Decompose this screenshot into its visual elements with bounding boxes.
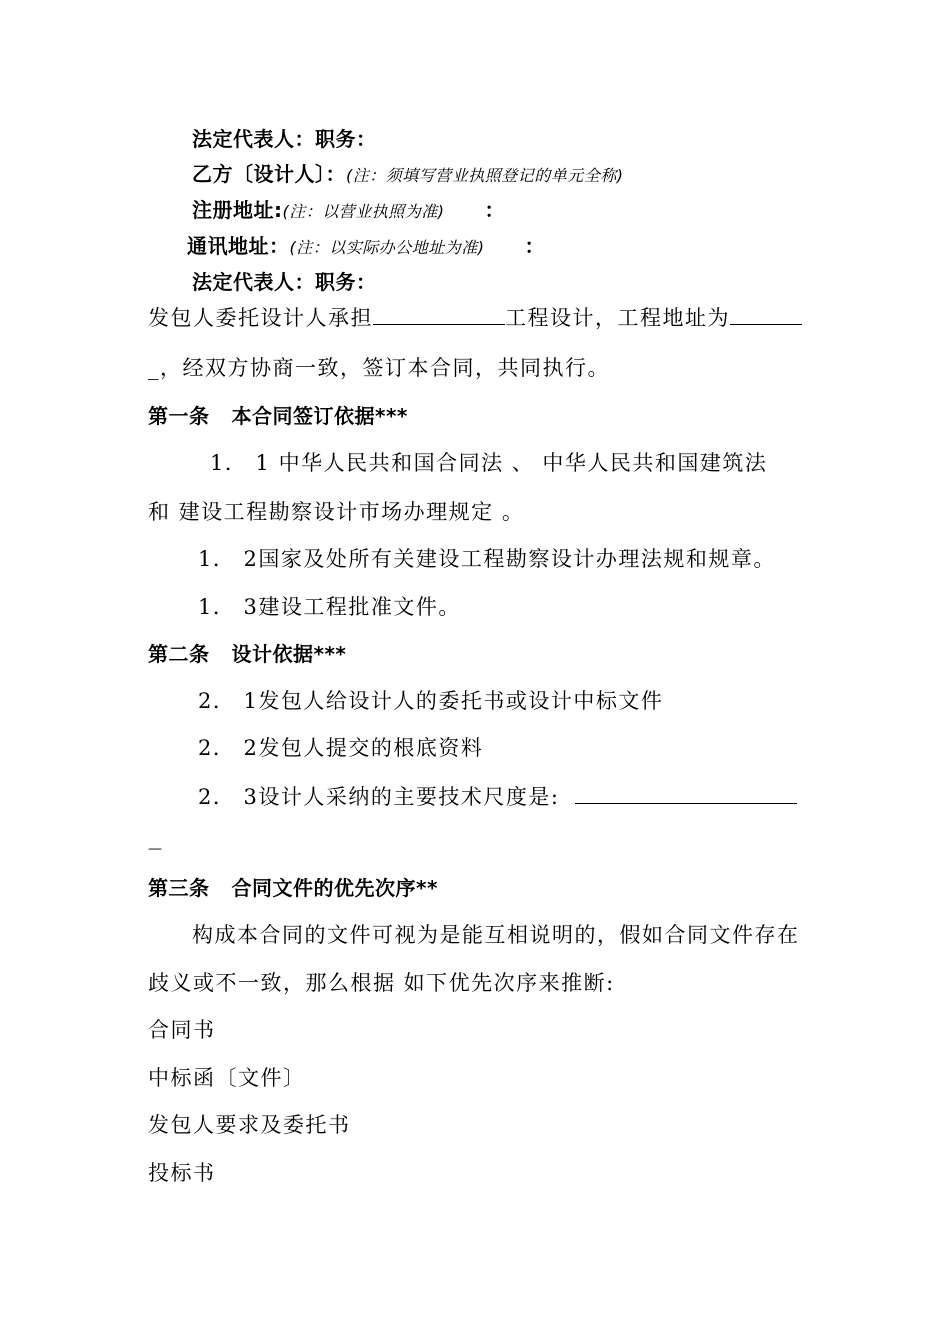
article-1-title: 本合同签订依据*** bbox=[231, 404, 408, 428]
article-2-item-3: 2． 3设计人采纳的主要技术尺度是: bbox=[198, 785, 560, 809]
article-1-item-1-line-1: 1． 1 中华人民共和国合同法 、 中华人民共和国建筑法 bbox=[210, 451, 768, 475]
technical-standard-blank[interactable] bbox=[575, 785, 797, 804]
list-item: 合同书 bbox=[148, 1018, 216, 1042]
preamble-line-1 bbox=[148, 305, 802, 331]
article-2-heading bbox=[148, 641, 346, 667]
project-name-blank[interactable] bbox=[373, 306, 505, 325]
legal-rep-line-1: 法定代表人：职务： bbox=[192, 127, 377, 151]
preamble-part-1: 发包人委托设计人承担 bbox=[148, 306, 373, 330]
comm-address-note: (注：以实际办公地址为准) bbox=[289, 238, 485, 257]
article-1-item-3: 1． 3建设工程批准文件。 bbox=[198, 595, 461, 619]
article-3-title: 合同文件的优先次序** bbox=[231, 876, 438, 900]
article-1-heading bbox=[148, 403, 408, 429]
article-1-number: 第一条 bbox=[148, 404, 210, 428]
list-item: 中标函〔文件〕 bbox=[148, 1066, 306, 1090]
legal-rep-line-2: 法定代表人：职务： bbox=[192, 270, 377, 294]
article-2-item-1: 2． 1发包人给设计人的委托书或设计中标文件 bbox=[198, 689, 664, 713]
reg-address-label: 注册地址: bbox=[192, 198, 283, 222]
article-3-paragraph-line-1: 构成本合同的文件可视为是能互相说明的，假如合同文件存在 bbox=[192, 923, 800, 947]
reg-address-note: (注：以营业执照为准) bbox=[282, 202, 445, 221]
article-3-heading bbox=[148, 875, 438, 901]
comm-address-label: 通讯地址： bbox=[187, 234, 290, 258]
article-1-item-1-line-2: 和 建设工程勘察设计市场办理规定 。 bbox=[148, 500, 525, 524]
reg-address-colon: ： bbox=[484, 198, 505, 222]
comm-address-colon: ： bbox=[524, 234, 545, 258]
article-2-item-3-continuation: — bbox=[148, 841, 162, 857]
article-3-number: 第三条 bbox=[148, 876, 210, 900]
project-address-blank[interactable] bbox=[730, 306, 802, 325]
article-2-number: 第二条 bbox=[148, 642, 210, 666]
list-item: 发包人要求及委托书 bbox=[148, 1113, 351, 1137]
article-2-item-3-line bbox=[198, 784, 797, 810]
reg-address-line bbox=[192, 197, 505, 225]
list-item: 投标书 bbox=[148, 1161, 216, 1185]
comm-address-line bbox=[187, 233, 545, 261]
party-b-label: 乙方〔设计人〕： bbox=[192, 162, 346, 186]
party-b-line bbox=[192, 161, 624, 189]
article-3-paragraph-line-2: 歧义或不一致，那么根据 如下优先次序来推断: bbox=[148, 971, 615, 995]
article-2-title: 设计依据*** bbox=[231, 642, 347, 666]
preamble-line-2: _，经双方协商一致，签订本合同，共同执行。 bbox=[148, 356, 610, 380]
preamble-part-2: 工程设计，工程地址为 bbox=[505, 306, 730, 330]
party-b-note: (注：须填写营业执照登记的单元全称) bbox=[346, 166, 624, 185]
article-2-item-2: 2． 2发包人提交的根底资料 bbox=[198, 736, 484, 760]
article-1-item-2: 1． 2国家及处所有关建设工程勘察设计办理法规和规章。 bbox=[198, 547, 776, 571]
